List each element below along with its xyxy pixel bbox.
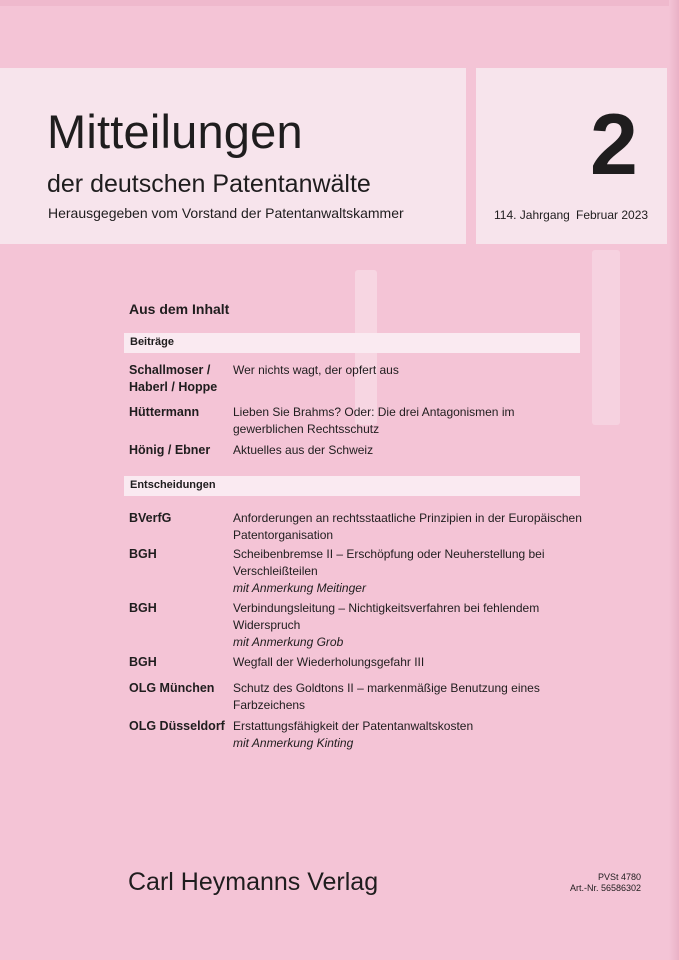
toc-heading: Aus dem Inhalt [129,301,230,317]
issue-number: 2 [590,97,638,193]
print-smudge [592,250,620,425]
editor-line: Herausgegeben vom Vorstand der Patentanwaltskammer [48,205,404,221]
article-number: Art.-Nr. 56586302 [569,882,641,893]
section-bar-beitraege [124,333,580,353]
entry-author: BGH [129,601,157,615]
entry-author: Hüttermann [129,405,200,419]
entry-title-text: Wer nichts wagt, der opfert aus [233,363,399,377]
entry-author: BGH [129,547,157,561]
entry-title-text: Lieben Sie Brahms? Oder: Die drei Antagonismen im gewerblichen Rechtsschutz [233,405,515,436]
journal-title: Mitteilungen [47,105,303,158]
section-label: Beiträge [130,336,175,348]
entry-title [233,404,583,438]
entry-author: OLG Düsseldorf [129,719,225,733]
entry-title [233,546,583,597]
entry-author: OLG München [129,681,215,695]
page-edge-shadow [669,0,679,960]
entry-author: Schallmoser / Haberl / Hoppe [129,363,218,394]
entry-title-text: Aktuelles aus der Schweiz [233,443,374,457]
publisher-name: Carl Heymanns Verlag [128,868,379,896]
entry-title-text: Schutz des Goldtons II – markenmäßige Benutzung eines Farbzeichens [233,681,540,712]
entry-title [233,442,583,459]
page-edge [0,0,679,6]
section-bar-entscheidungen [124,476,580,496]
entry-note: mit Anmerkung Kinting [233,736,354,750]
volume-label: 114. Jahrgang [494,208,570,222]
postal-codes [570,872,641,894]
entry-title-text: Erstattungsfähigkeit der Patentanwaltskosten [233,719,474,733]
section-label: Entscheidungen [130,479,216,491]
entry-title [233,510,583,544]
issue-date: Februar 2023 [576,208,649,222]
entry-title [233,718,583,752]
entry-note: mit Anmerkung Meitinger [233,581,366,595]
entry-title-text: Wegfall der Wiederholungsgefahr III [233,655,425,669]
entry-title-text: Anforderungen an rechtsstaatliche Prinzipien in der Europäischen Patentorganisation [233,511,582,542]
entry-title [233,654,583,671]
entry-title-text: Scheibenbremse II – Erschöpfung oder Neuherstellung bei Verschleißteilen [233,547,545,578]
entry-author: BVerfG [129,511,172,525]
entry-title [233,362,583,379]
entry-note: mit Anmerkung Grob [233,635,344,649]
entry-title-text: Verbindungsleitung – Nichtigkeitsverfahren bei fehlendem Widerspruch [233,601,540,632]
journal-subtitle: der deutschen Patentanwälte [47,170,371,198]
pvst-number: PVSt 4780 [597,872,641,882]
entry-author: BGH [129,655,157,669]
entry-title [233,680,583,714]
entry-author: Hönig / Ebner [129,443,211,457]
entry-title [233,600,583,651]
